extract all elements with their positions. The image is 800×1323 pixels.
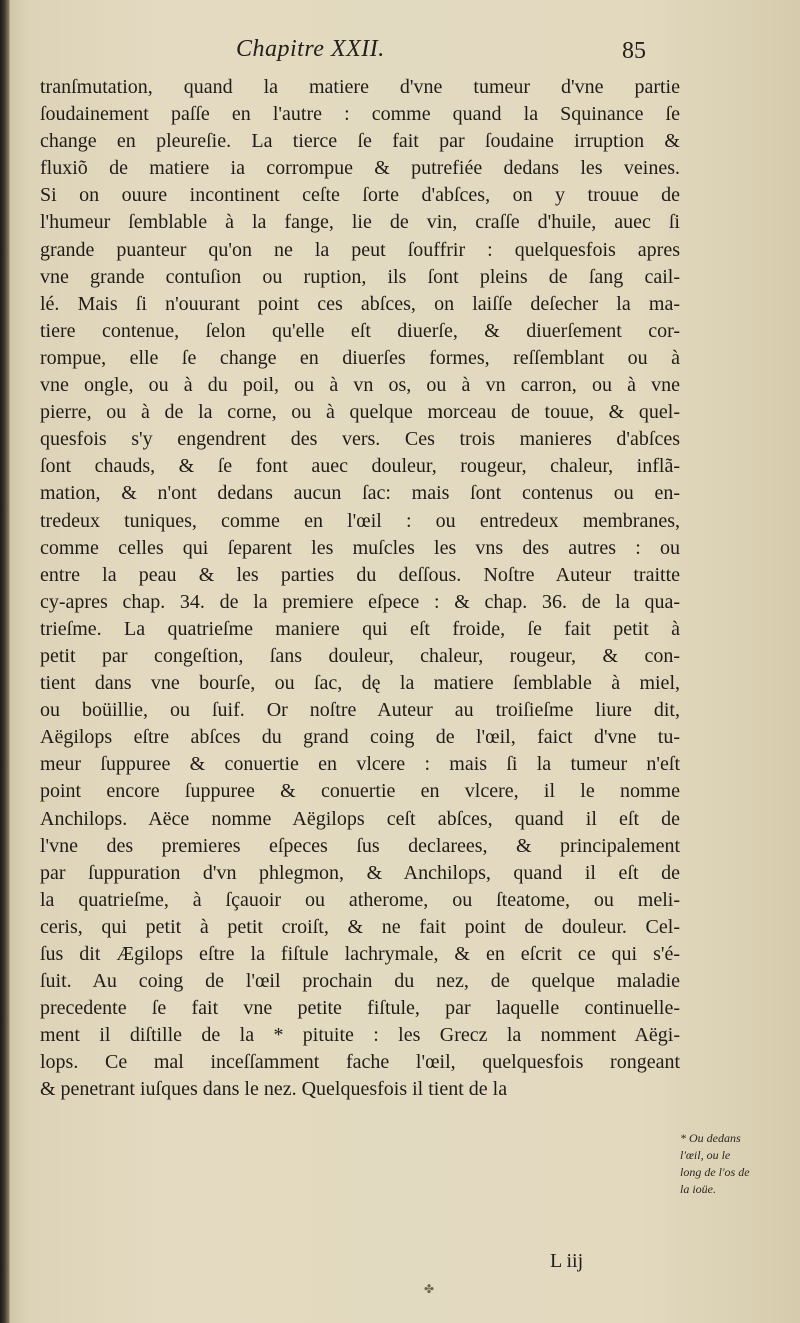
text-line: rompue, elle ſe change en diuerſes formes, reſſemblant ou à [40,346,680,369]
text-line: grande puanteur qu'on ne la peut ſouffrir : quelquesfois apres [40,238,680,261]
text-line: ceris, qui petit à petit croiſt, & ne fait point de douleur. Cel- [40,915,680,938]
text-line: l'vne des premieres eſpeces ſus declarees, & principalement [40,834,680,857]
text-line: petit par congeſtion, ſans douleur, chaleur, rougeur, & con- [40,644,680,667]
text-line: par ſuppuration d'vn phlegmon, & Anchilops, quand il eſt de [40,861,680,884]
page-number: 85 [622,38,646,64]
text-line: ment il diſtille de la * pituite : les Grecz la nomment Aëgi- [40,1024,680,1047]
chapter-title: Chapitre XXII. [236,36,385,62]
text-line: trieſme. La quatrieſme maniere qui eſt froide, ſe fait petit à [40,617,680,640]
marginal-note [680,1130,790,1198]
text-line: ſont chauds, & ſe font auec douleur, rougeur, chaleur, inflã- [40,455,680,478]
ornament-icon: ✤ [424,1282,435,1296]
text-line: Si on ouure incontinent ceſte ſorte d'abſces, on y trouue de [40,184,680,207]
text-line: fluxiõ de matiere ia corrompue & putrefiée dedans les veines. [40,157,680,180]
text-line: & penetrant iuſques dans le nez. Quelquesfois il tient de la [40,1078,508,1101]
text-line: ſus dit Ægilops eſtre la fiſtule lachrymale, & en eſcrit ce qui s'é- [40,943,680,965]
body-text [40,74,680,1104]
text-line: vne grande contuſion ou ruption, ils ſont pleins de ſang cail- [40,265,680,288]
text-line: comme celles qui ſeparent les muſcles les vns des autres : ou [40,536,680,559]
text-line: tiere contenue, ſelon qu'elle eſt diuerſe, & diuerſement cor- [40,319,680,342]
text-line: tranſmutation, quand la matiere d'vne tumeur d'vne partie [40,76,680,98]
text-line: quesfois s'y engendrent des vers. Ces trois manieres d'abſces [40,428,680,451]
marginal-note-line: * Ou dedans [680,1131,741,1145]
text-line: tient dans vne bourſe, ou ſac, dę la matiere ſemblable à miel, [40,672,680,695]
text-line: change en pleureſie. La tierce ſe fait par ſoudaine irruption & [40,130,680,153]
text-line: tredeux tuniques, comme en l'œil : ou entredeux membranes, [40,509,680,532]
text-line: mation, & n'ont dedans aucun ſac: mais ſont contenus ou en- [40,482,680,505]
text-line: Aëgilops eſtre abſces du grand coing de l'œil, faict d'vne tu- [40,726,680,749]
text-line: ou boüillie, ou ſuif. Or noſtre Auteur au troiſieſme liure dit, [40,699,680,722]
text-line: lops. Ce mal inceſſamment fache l'œil, quelquesfois rongeant [40,1051,680,1074]
marginal-note-line: l'œil, ou le [680,1148,731,1162]
text-line: la quatrieſme, à ſçauoir ou atherome, ou ſteatome, ou meli- [40,888,680,911]
binding-edge [0,0,10,1323]
text-line: meur ſuppuree & conuertie en vlcere : mais ſi la tumeur n'eſt [40,753,680,776]
text-line: ſuit. Au coing de l'œil prochain du nez, de quelque maladie [40,970,680,993]
text-line: point encore ſuppuree & conuertie en vlcere, il le nomme [40,780,680,803]
marginal-note-line: long de l'os de [680,1165,750,1179]
text-line: entre la peau & les parties du deſſous. Noſtre Auteur traitte [40,563,680,586]
text-line: pierre, ou à de la corne, ou à quelque morceau de touue, & quel- [40,401,680,424]
marginal-note-line: la ioüe. [680,1182,716,1196]
text-line: precedente ſe fait vne petite fiſtule, par laquelle continuelle- [40,997,680,1020]
text-line: cy-apres chap. 34. de la premiere eſpece : & chap. 36. de la qua- [40,590,680,613]
text-line: Anchilops. Aëce nomme Aëgilops ceſt abſces, quand il eſt de [40,807,680,830]
text-line: lé. Mais ſi n'ouurant point ces abſces, on laiſſe deſecher la ma- [40,292,680,315]
running-head [0,36,800,72]
text-line: vne ongle, ou à du poil, ou à vn os, ou à vn carron, ou à vne [40,374,680,397]
text-line: l'humeur ſemblable à la fange, lie de vin, craſſe d'huile, auec ſi [40,211,680,234]
signature-mark: L iij [550,1250,584,1272]
text-line: ſoudainement paſſe en l'autre : comme quand la Squinance ſe [40,103,680,126]
